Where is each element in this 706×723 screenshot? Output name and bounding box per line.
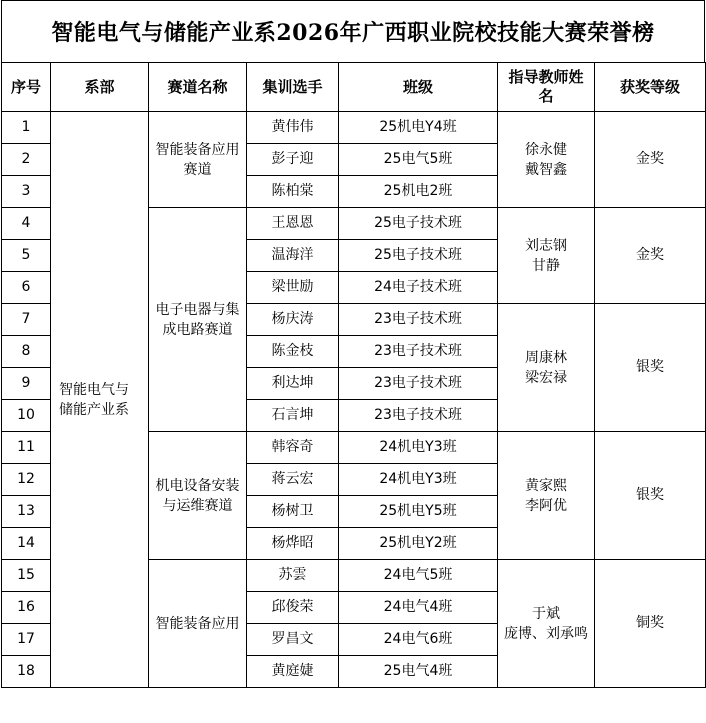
cell-no: 3 — [2, 176, 51, 208]
cell-teachers: 刘志钢 甘静 — [498, 208, 595, 304]
cell-no: 2 — [2, 144, 51, 176]
cell-no: 8 — [2, 336, 51, 368]
cell-class: 25机电Y5班 — [339, 496, 498, 528]
cell-student: 韩容奇 — [247, 432, 339, 464]
cell-student: 王恩恩 — [247, 208, 339, 240]
cell-award: 金奖 — [595, 112, 706, 208]
cell-class: 25电气5班 — [339, 144, 498, 176]
cell-no: 1 — [2, 112, 51, 144]
cell-class: 25电气4班 — [339, 656, 498, 688]
cell-student: 罗昌文 — [247, 624, 339, 656]
header-row — [2, 63, 706, 112]
cell-class: 25机电2班 — [339, 176, 498, 208]
cell-award: 金奖 — [595, 208, 706, 304]
cell-teachers: 徐永健 戴智鑫 — [498, 112, 595, 208]
cell-award: 铜奖 — [595, 560, 706, 688]
header-teacher: 指导教师姓名 — [498, 63, 595, 112]
cell-no: 12 — [2, 464, 51, 496]
cell-class: 24电子技术班 — [339, 272, 498, 304]
cell-student: 石言坤 — [247, 400, 339, 432]
header-award: 获奖等级 — [595, 63, 706, 112]
cell-department: 智能电气与储能产业系 — [51, 112, 149, 688]
cell-no: 15 — [2, 560, 51, 592]
cell-track: 智能装备应用赛道 — [149, 112, 247, 208]
cell-no: 14 — [2, 528, 51, 560]
cell-no: 6 — [2, 272, 51, 304]
cell-track: 智能装备应用 — [149, 560, 247, 688]
cell-no: 13 — [2, 496, 51, 528]
cell-student: 黄庭婕 — [247, 656, 339, 688]
cell-class: 23电子技术班 — [339, 304, 498, 336]
cell-class: 23电子技术班 — [339, 336, 498, 368]
cell-class: 24机电Y3班 — [339, 432, 498, 464]
cell-student: 杨树卫 — [247, 496, 339, 528]
cell-no: 11 — [2, 432, 51, 464]
cell-class: 24电气5班 — [339, 560, 498, 592]
cell-student: 蒋云宏 — [247, 464, 339, 496]
cell-no: 5 — [2, 240, 51, 272]
cell-class: 25电子技术班 — [339, 240, 498, 272]
header-no: 序号 — [2, 63, 51, 112]
cell-award: 银奖 — [595, 432, 706, 560]
cell-class: 25机电Y4班 — [339, 112, 498, 144]
cell-no: 9 — [2, 368, 51, 400]
table-row — [2, 112, 706, 144]
cell-class: 24电气4班 — [339, 592, 498, 624]
cell-class: 25机电Y2班 — [339, 528, 498, 560]
cell-class: 23电子技术班 — [339, 400, 498, 432]
cell-no: 17 — [2, 624, 51, 656]
cell-student: 陈柏棠 — [247, 176, 339, 208]
cell-student: 杨烨昭 — [247, 528, 339, 560]
cell-class: 24电气6班 — [339, 624, 498, 656]
cell-class: 25电子技术班 — [339, 208, 498, 240]
cell-no: 7 — [2, 304, 51, 336]
cell-student: 苏雲 — [247, 560, 339, 592]
cell-track: 机电设备安装与运维赛道 — [149, 432, 247, 560]
cell-student: 邱俊荣 — [247, 592, 339, 624]
cell-student: 黄伟伟 — [247, 112, 339, 144]
cell-no: 4 — [2, 208, 51, 240]
cell-student: 梁世励 — [247, 272, 339, 304]
cell-award: 银奖 — [595, 304, 706, 432]
cell-teachers: 于斌 庞博、刘承鸣 — [498, 560, 595, 688]
header-dept: 系部 — [51, 63, 149, 112]
cell-no: 10 — [2, 400, 51, 432]
cell-no: 16 — [2, 592, 51, 624]
header-track: 赛道名称 — [149, 63, 247, 112]
cell-student: 彭子迎 — [247, 144, 339, 176]
header-student: 集训选手 — [247, 63, 339, 112]
page-title: 智能电气与储能产业系2026年广西职业院校技能大赛荣誉榜 — [1, 0, 705, 62]
cell-teachers: 黄家熙 李阿优 — [498, 432, 595, 560]
cell-student: 杨庆涛 — [247, 304, 339, 336]
cell-no: 18 — [2, 656, 51, 688]
cell-track: 电子电器与集成电路赛道 — [149, 208, 247, 432]
header-class: 班级 — [339, 63, 498, 112]
cell-student: 温海洋 — [247, 240, 339, 272]
cell-student: 利达坤 — [247, 368, 339, 400]
cell-class: 23电子技术班 — [339, 368, 498, 400]
honor-roll-sheet — [1, 0, 705, 688]
honor-roll-table — [1, 62, 706, 688]
cell-teachers: 周康林 梁宏禄 — [498, 304, 595, 432]
cell-class: 24机电Y3班 — [339, 464, 498, 496]
cell-student: 陈金枝 — [247, 336, 339, 368]
